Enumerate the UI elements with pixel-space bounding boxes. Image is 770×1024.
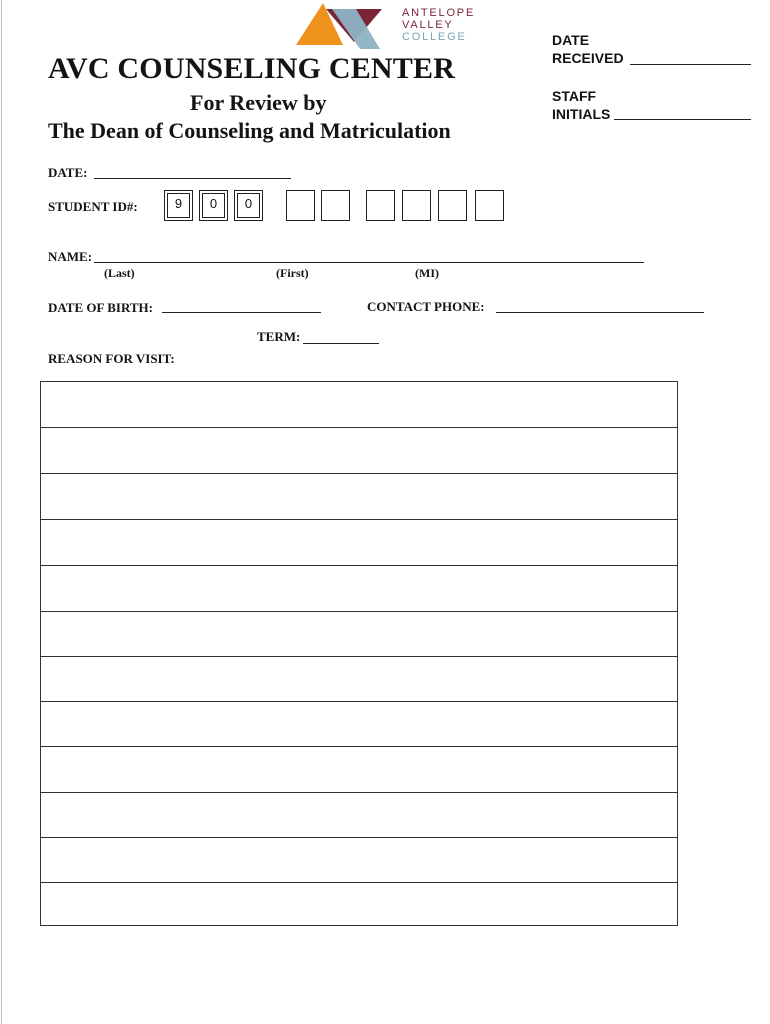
reason-line bbox=[41, 656, 677, 657]
student-id-digit-3: 0 bbox=[234, 190, 263, 221]
reason-line bbox=[41, 882, 677, 883]
dob-field[interactable] bbox=[162, 312, 321, 313]
staff-initials-label bbox=[552, 87, 610, 123]
name-label: NAME: bbox=[48, 249, 93, 264]
student-id-digit-9[interactable] bbox=[475, 190, 504, 221]
reason-line bbox=[41, 837, 677, 838]
subtitle-line-1: For Review by bbox=[190, 90, 327, 115]
logo-line-1: ANTELOPE bbox=[402, 7, 476, 19]
date-received-line-2: RECEIVED bbox=[552, 50, 624, 66]
reason-line bbox=[41, 565, 677, 566]
student-id-digit-4[interactable] bbox=[286, 190, 315, 221]
dob-label: DATE OF BIRTH: bbox=[48, 300, 153, 315]
student-id-digit-6[interactable] bbox=[366, 190, 395, 221]
reason-line bbox=[41, 427, 677, 428]
page-title: AVC COUNSELING CENTER bbox=[48, 52, 456, 85]
date-field[interactable] bbox=[94, 178, 291, 179]
student-id-digit-7[interactable] bbox=[402, 190, 431, 221]
reason-label: REASON FOR VISIT: bbox=[48, 351, 175, 366]
reason-line bbox=[41, 792, 677, 793]
student-id-digit-1: 9 bbox=[164, 190, 193, 221]
name-mi-caption: (MI) bbox=[415, 266, 439, 280]
reason-line bbox=[41, 611, 677, 612]
staff-initials-line-2: INITIALS bbox=[552, 106, 611, 122]
subtitle-line-2: The Dean of Counseling and Matriculation bbox=[48, 118, 451, 143]
date-received-line-1: DATE bbox=[552, 32, 590, 48]
student-id-digit-2: 0 bbox=[199, 190, 228, 221]
date-received-field[interactable] bbox=[630, 64, 751, 65]
name-last-caption: (Last) bbox=[104, 266, 135, 280]
student-id-digit-5[interactable] bbox=[321, 190, 350, 221]
staff-initials-line-1: STAFF bbox=[552, 88, 597, 104]
reason-line bbox=[41, 746, 677, 747]
college-logo bbox=[296, 2, 396, 50]
term-label: TERM: bbox=[257, 329, 301, 344]
date-label: DATE: bbox=[48, 165, 88, 180]
reason-line bbox=[41, 473, 677, 474]
reason-line bbox=[41, 519, 677, 520]
name-first-caption: (First) bbox=[276, 266, 309, 280]
staff-initials-field[interactable] bbox=[614, 119, 751, 120]
student-id-label: STUDENT ID#: bbox=[48, 199, 138, 214]
logo-line-2: VALLEY bbox=[402, 19, 454, 31]
logo-line-3: COLLEGE bbox=[402, 31, 467, 43]
contact-phone-label: CONTACT PHONE: bbox=[367, 299, 485, 314]
contact-phone-field[interactable] bbox=[496, 312, 704, 313]
term-field[interactable] bbox=[303, 343, 379, 344]
page-edge bbox=[1, 0, 2, 1024]
date-received-label bbox=[552, 31, 624, 67]
logo-wordmark bbox=[402, 7, 475, 43]
reason-line bbox=[41, 701, 677, 702]
reason-for-visit-box[interactable] bbox=[40, 381, 678, 926]
student-id-digit-8[interactable] bbox=[438, 190, 467, 221]
name-field[interactable] bbox=[94, 262, 644, 263]
